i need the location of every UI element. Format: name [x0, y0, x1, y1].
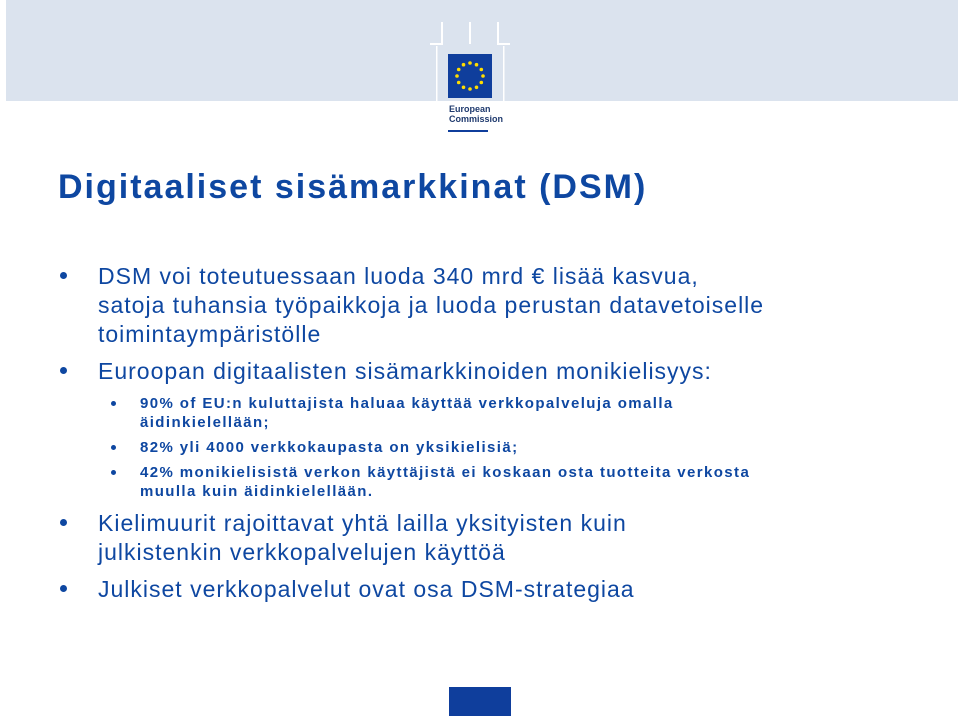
- bullet-icon: [60, 519, 67, 526]
- slide-title: Digitaaliset sisämarkkinat (DSM): [58, 168, 648, 206]
- slide-content: [60, 262, 920, 604]
- bullet-item: [60, 262, 920, 349]
- sub-bullet-line: äidinkielellään;: [140, 414, 270, 431]
- bullet-item: [60, 575, 920, 604]
- bullet-line: Kielimuurit rajoittavat yhtä lailla yksityisten kuin: [98, 510, 627, 536]
- eu-flag-icon: [448, 54, 492, 98]
- sub-bullet-line: 90% of EU:n kuluttajista haluaa käyttää verkkopalveluja omalla: [140, 395, 674, 412]
- bullet-icon: [60, 272, 67, 279]
- bullet-line: Julkiset verkkopalvelut ovat osa DSM-strategiaa: [98, 576, 635, 602]
- sub-bullet-item: [60, 394, 920, 432]
- bullet-icon: [60, 585, 67, 592]
- sub-bullet-item: [60, 463, 920, 501]
- sub-bullet-item: [60, 438, 920, 457]
- bullet-item: [60, 509, 920, 567]
- sub-bullet-icon: [111, 470, 116, 475]
- sub-bullet-line: 42% monikielisistä verkon käyttäjistä ei koskaan osta tuotteita verkosta: [140, 464, 751, 481]
- logo-line-commission: Commission: [449, 114, 504, 124]
- logo-line-european: European: [449, 104, 491, 114]
- bullet-line: toimintaympäristölle: [98, 321, 322, 347]
- sub-bullet-line: muulla kuin äidinkielellään.: [140, 483, 374, 500]
- bullet-line: Euroopan digitaalisten sisämarkkinoiden monikielisyys:: [98, 358, 712, 384]
- footer-flag: [449, 687, 511, 716]
- sub-bullet-line: 82% yli 4000 verkkokaupasta on yksikielisiä;: [140, 439, 519, 456]
- building-icon: [430, 22, 510, 44]
- sub-bullet-icon: [111, 401, 116, 406]
- bullet-line: satoja tuhansia työpaikkoja ja luoda perustan datavetoiselle: [98, 292, 765, 318]
- bullet-line: julkistenkin verkkopalvelujen käyttöä: [98, 539, 506, 565]
- bullet-icon: [60, 367, 67, 374]
- sub-bullet-icon: [111, 445, 116, 450]
- bullet-line: DSM voi toteutuessaan luoda 340 mrd € lisää kasvua,: [98, 263, 699, 289]
- bullet-item: [60, 357, 920, 386]
- logo-wordmark: [449, 104, 503, 124]
